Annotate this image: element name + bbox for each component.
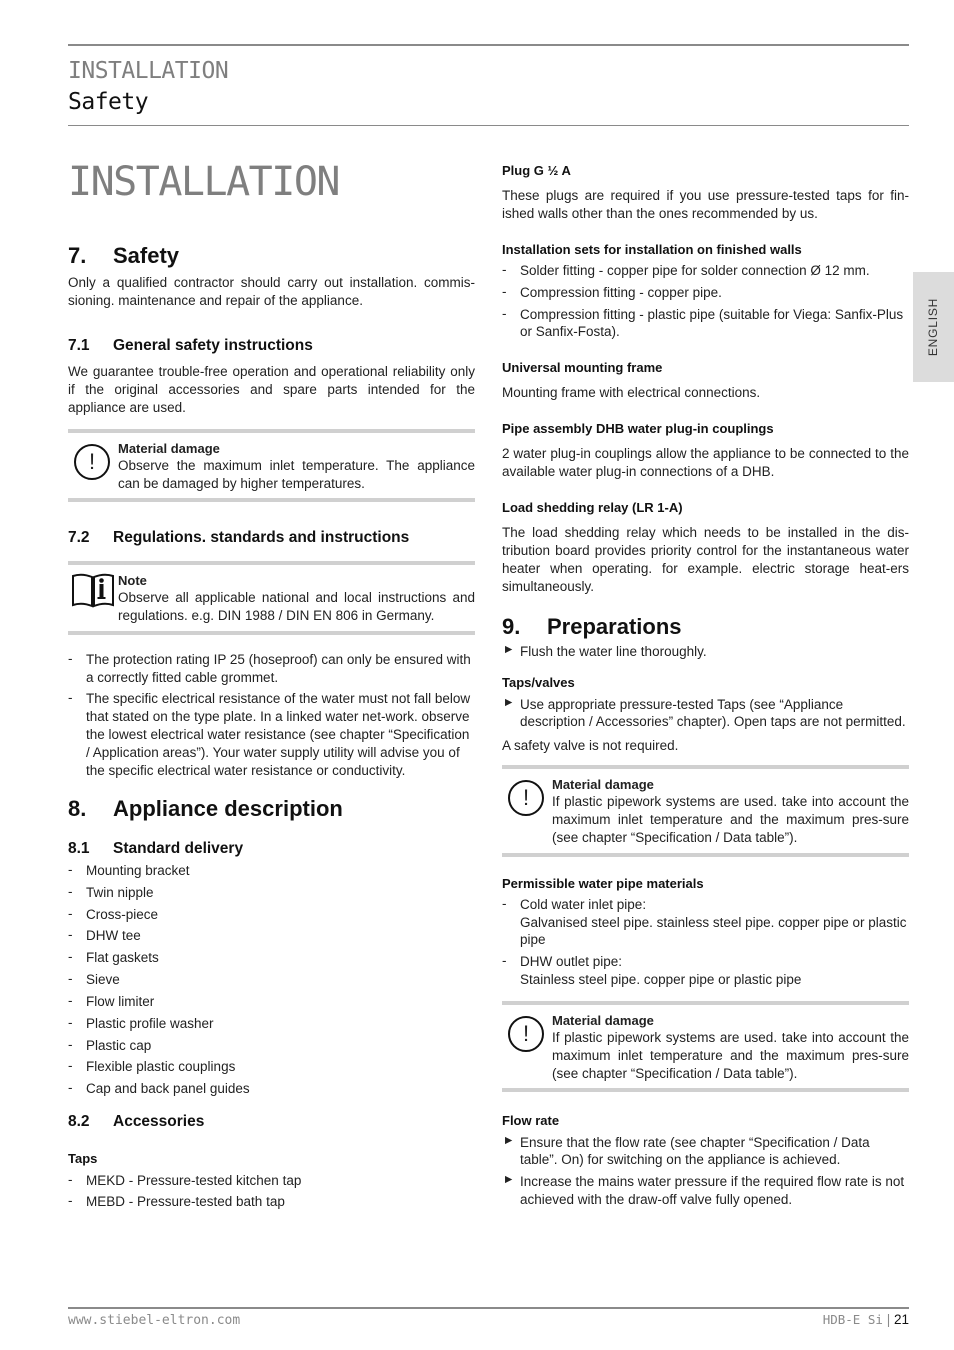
callout-body: Observe the maximum inlet temperature. The appliance can be damaged by higher temperatures. bbox=[118, 457, 475, 491]
list-item: - Cross-piece bbox=[68, 906, 475, 924]
standard-delivery-list bbox=[68, 862, 475, 1098]
section-9-heading bbox=[502, 615, 909, 639]
section-number: 8. bbox=[68, 796, 87, 822]
flow-rate-heading: Flow rate bbox=[502, 1113, 560, 1129]
section-title: Standard delivery bbox=[113, 839, 244, 857]
footer-page-info bbox=[823, 1311, 909, 1329]
section-number: 8.1 bbox=[68, 839, 90, 857]
item-label: DHW outlet pipe: bbox=[520, 954, 623, 970]
section-title: Safety bbox=[113, 243, 180, 268]
list-item: ▶ Use appropriate pressure-tested Taps (see “Appliance description / Accessories” chapter). Open taps are not permitted. bbox=[502, 696, 909, 732]
list-item: - Flow limiter bbox=[68, 993, 475, 1011]
footer-model: HDB-E Si bbox=[822, 1312, 883, 1327]
list-item: - MEBD - Pressure-tested bath tap bbox=[68, 1193, 475, 1211]
language-tab bbox=[913, 272, 954, 382]
list-item: - Flexible plastic couplings bbox=[68, 1058, 475, 1076]
callout-body: If plastic pipework systems are used. take into account the maximum inlet temperature and the maximum pres-sure (see chapter “Specification / Data table”). bbox=[552, 1029, 909, 1081]
mounting-frame-text: Mounting frame with electrical connections. bbox=[502, 385, 761, 401]
taps-list bbox=[68, 1172, 475, 1212]
list-item: - Twin nipple bbox=[68, 884, 475, 902]
item-label: Cold water inlet pipe: bbox=[520, 896, 647, 912]
flow-rate-list bbox=[502, 1134, 909, 1209]
section-7-2-heading bbox=[68, 528, 475, 548]
callout-title: Material damage bbox=[118, 440, 220, 456]
exclamation-warning-icon: ! bbox=[508, 1016, 544, 1052]
exclamation-warning-icon: ! bbox=[508, 780, 544, 816]
pipe-assembly-text: 2 water plug-in couplings allow the appliance to be connected to the available water plug-in connections of a DHB. bbox=[502, 446, 909, 480]
note-callout bbox=[68, 561, 475, 635]
list-item: - Sieve bbox=[68, 971, 475, 989]
list-item: - DHW tee bbox=[68, 927, 475, 945]
list-item: ▶ Increase the mains water pressure if the required flow rate is not achieved with the draw-off valve fully opened. bbox=[502, 1173, 909, 1209]
left-column bbox=[68, 150, 475, 1215]
footer-website-link[interactable]: www.stiebel-eltron.com bbox=[68, 1313, 241, 1328]
callout-title: Material damage bbox=[552, 776, 654, 792]
section-title: Accessories bbox=[113, 1112, 205, 1130]
callout-title: Note bbox=[118, 572, 147, 588]
language-tab-label: ENGLISH bbox=[925, 297, 940, 357]
section-number: 9. bbox=[502, 614, 521, 640]
pipe-materials-list bbox=[502, 896, 909, 989]
list-item: - MEKD - Pressure-tested kitchen tap bbox=[68, 1172, 475, 1190]
material-damage-callout bbox=[502, 1001, 909, 1093]
section-7-1-text: We guarantee trouble-free operation and operational reliability only if the original accessories and spare parts intended for the appliance are used. bbox=[68, 364, 475, 415]
list-item: ▶ Flush the water line thoroughly. bbox=[502, 643, 909, 661]
material-damage-callout bbox=[68, 429, 475, 503]
list-item: ▶ Ensure that the flow rate (see chapter “Specification / Data table”. On) for switching on the appliance is achieved. bbox=[502, 1134, 909, 1170]
header-bottom-rule bbox=[68, 125, 909, 126]
header-top-rule bbox=[68, 44, 909, 46]
list-item: - Plastic profile washer bbox=[68, 1015, 475, 1033]
installation-sets-list bbox=[502, 262, 909, 341]
item-detail: Stainless steel pipe. copper pipe or plastic pipe bbox=[520, 971, 802, 987]
section-7-heading bbox=[68, 244, 475, 268]
section-number: 7.2 bbox=[68, 529, 90, 547]
taps-valves-list bbox=[502, 696, 909, 732]
load-shedding-text: The load shedding relay which needs to be installed in the dis-tribution board provides priority control for the instantaneous water heater when operating. for example. electric storage heat-ers simultaneously. bbox=[502, 525, 909, 594]
section-title: General safety instructions bbox=[113, 336, 313, 354]
list-item: - Plastic cap bbox=[68, 1037, 475, 1055]
section-7-1-heading bbox=[68, 336, 475, 356]
section-title: Appliance description bbox=[113, 796, 343, 822]
callout-body: Observe all applicable national and local instructions and regulations. e.g. DIN 1988 / DIN EN 806 in Germany. bbox=[118, 590, 475, 623]
section-number: 8.2 bbox=[68, 1112, 90, 1130]
item-detail: Galvanised steel pipe. stainless steel pipe. copper pipe or plastic pipe bbox=[520, 914, 907, 948]
list-item: - Cap and back panel guides bbox=[68, 1080, 475, 1098]
section-title: Regulations. standards and instructions bbox=[113, 529, 410, 547]
footer-separator: | bbox=[886, 1312, 891, 1327]
list-item: - The specific electrical resistance of the water must not fall below that stated on the type plate. In a linked water net-work. observe the lowest electrical water resistance (see chapter “Specification / Application areas”). Your water supply utility will advise you of the specific electrical water resistance or conductivity. bbox=[68, 690, 475, 779]
regulations-list bbox=[68, 651, 475, 780]
pipe-materials-heading: Permissible water pipe materials bbox=[502, 875, 704, 891]
exclamation-warning-icon: ! bbox=[74, 444, 110, 480]
section-7-text: Only a qualified contractor should carry out installation. commis-sioning. maintenance and repair of the appliance. bbox=[68, 275, 475, 308]
plug-heading: Plug G ½ A bbox=[502, 163, 571, 178]
section-number: 7.1 bbox=[68, 336, 90, 354]
page-number: 21 bbox=[893, 1312, 909, 1327]
right-column bbox=[502, 162, 909, 1213]
callout-body: If plastic pipework systems are used. take into account the maximum inlet temperature and the maximum pres-sure (see chapter “Specification / Data table”). bbox=[552, 794, 909, 845]
section-8-heading bbox=[68, 797, 475, 821]
installation-sets-heading: Installation sets for installation on finished walls bbox=[502, 241, 802, 257]
material-damage-callout bbox=[502, 765, 909, 857]
list-item: - Compression fitting - copper pipe. bbox=[502, 284, 909, 302]
safety-valve-text: A safety valve is not required. bbox=[502, 738, 679, 754]
load-shedding-heading: Load shedding relay (LR 1-A) bbox=[502, 499, 683, 515]
section-8-1-heading bbox=[68, 839, 475, 859]
plug-text: These plugs are required if you use pressure-tested taps for fin-ished walls other than the ones recommended by us. bbox=[502, 188, 909, 221]
section-number: 7. bbox=[68, 243, 87, 268]
section-title: Preparations bbox=[547, 614, 682, 640]
pipe-assembly-heading: Pipe assembly DHB water plug-in couplings bbox=[502, 421, 774, 437]
taps-valves-heading: Taps/valves bbox=[502, 675, 575, 691]
header-title: INSTALLATION bbox=[68, 58, 229, 84]
list-item: - Compression fitting - plastic pipe (suitable for Viega: Sanfix-Plus or Sanfix-Fosta). bbox=[502, 306, 909, 342]
mounting-frame-heading: Universal mounting frame bbox=[502, 360, 663, 376]
book-info-icon bbox=[71, 572, 115, 608]
taps-heading: Taps bbox=[68, 1151, 98, 1167]
list-item: - Mounting bracket bbox=[68, 862, 475, 880]
header-subtitle: Safety bbox=[68, 89, 149, 115]
list-item: - The protection rating IP 25 (hoseproof) can only be ensured with a correctly fitted cable grommet. bbox=[68, 651, 475, 687]
footer-rule bbox=[68, 1307, 909, 1309]
section-8-2-heading bbox=[68, 1112, 475, 1132]
preparations-list bbox=[502, 643, 909, 661]
list-item: - Solder fitting - copper pipe for solder connection Ø 12 mm. bbox=[502, 262, 909, 280]
list-item bbox=[502, 953, 909, 989]
list-item bbox=[502, 896, 909, 949]
callout-title: Material damage bbox=[552, 1012, 654, 1028]
chapter-title: INSTALLATION bbox=[68, 159, 339, 205]
list-item: - Flat gaskets bbox=[68, 949, 475, 967]
